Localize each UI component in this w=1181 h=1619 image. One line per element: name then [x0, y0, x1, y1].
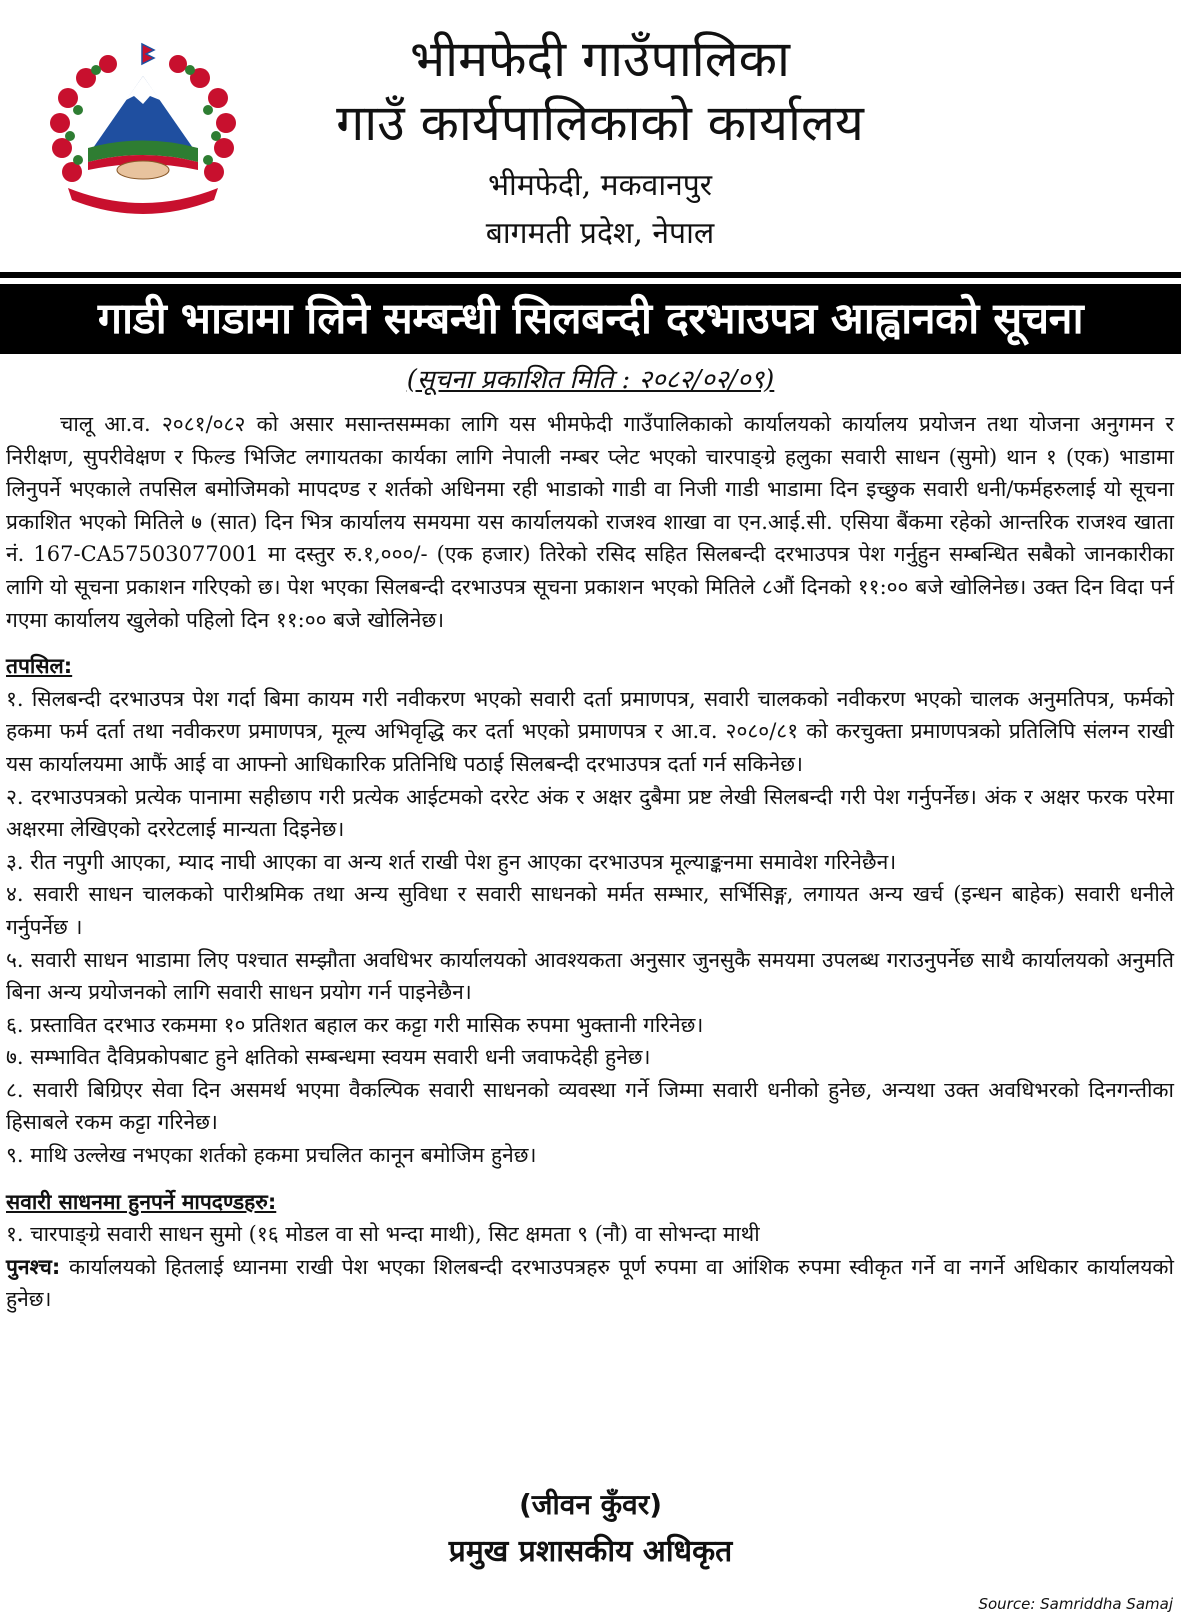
- criteria-heading: सवारी साधनमा हुनपर्ने मापदण्डहरु:: [6, 1189, 277, 1214]
- tapsil-item-5: ५. सवारी साधन भाडामा लिए पश्चात सम्झौता अवधिभर कार्यालयको आवश्यकता अनुसार जुनसुकै समयमा उपलब्ध गराउनुपर्नेछ साथै कार्यालयको अनुमति बिना अन्य प्रयोजनको लागि सवारी साधन प्रयोग गर्न पाइनेछैन।: [6, 947, 1174, 1005]
- tapsil-item-7: ७. सम्भावित दैविप्रकोपबाट हुने क्षतिको सम्बन्धमा स्वयम सवारी धनी जवाफदेही हुनेछ।: [6, 1045, 651, 1070]
- publish-date-text: (सूचना प्रकाशित मिति : २०८२/०२/०९): [406, 365, 775, 395]
- municipality-name: भीमफेदी गाउँपालिका: [410, 30, 790, 88]
- publish-date: [0, 362, 1181, 398]
- tapsil-item-8: ८. सवारी बिग्रिएर सेवा दिन असमर्थ भएमा वैकल्पिक सवारी साधनको व्यवस्था गर्ने जिम्मा सवारी धनीको हुनेछ, अन्यथा उक्त अवधिभरको दिनगन्तीका हिसाबले रकम कट्टा गरिनेछ।: [6, 1077, 1174, 1135]
- tapsil-item-1: १. सिलबन्दी दरभाउपत्र पेश गर्दा बिमा कायम गरी नवीकरण भएको सवारी दर्ता प्रमाणपत्र, सवारी चालकको नवीकरण भएको चालक अनुमतिपत्र, फर्मको हकमा फर्म दर्ता तथा नवीकरण प्रमाणपत्र, मूल्य अभिवृद्धि कर दर्ता भएको प्रमाणपत्र र आ.व. २०८०/८१ को करचुक्ता प्रमाणपत्रको प्रतिलिपि संलग्न राखी यस कार्यालयमा आफैं आई वा आफ्नो आधिकारिक प्रतिनिधि पठाई सिलबन्दी दरभाउपत्र दर्ता गर्न सकिनेछ।: [6, 686, 1174, 776]
- office-name: गाउँ कार्यपालिकाको कार्यालय: [336, 94, 864, 152]
- nepal-emblem-logo: [38, 38, 248, 218]
- postscript-text: कार्यालयको हितलाई ध्यानमा राखी पेश भएका शिलबन्दी दरभाउपत्रहरु पूर्ण रुपमा वा आंशिक रुपमा स्वीकृत गर्ने वा नगर्ने अधिकार कार्यालयको हुनेछ।: [6, 1254, 1174, 1312]
- tapsil-item-4: ४. सवारी साधन चालकको पारीश्रमिक तथा अन्य सुविधा र सवारी साधनको मर्मत सम्भार, सर्भिसिङ्ग, लगायत अन्य खर्च (इन्धन बाहेक) सवारी धनीले गर्नुपर्नेछ ।: [6, 882, 1174, 939]
- intro-paragraph: चालू आ.व. २०८१/०८२ को असार मसान्तसम्मका लागि यस भीमफेदी गाउँपालिकाको कार्यालयको कार्यालय प्रयोजन तथा योजना अनुगमन र निरीक्षण, सुपरीवेक्षण र फिल्ड भिजिट लगायतका कार्यका लागि नेपाली नम्बर प्लेट भएको चारपाङ्ग्रे हलुका सवारी साधन (सुमो) थान १ (एक) भाडामा लिनुपर्ने भएकाले तपसिल बमोजिमको मापदण्ड र शर्तको अधिनमा रही भाडाको गाडी वा निजी गाडी भाडामा दिन इच्छुक सवारी धनी/फर्महरुलाई यो सूचना प्रकाशित भएको मितिले ७ (सात) दिन भित्र कार्यालय समयमा यस कार्यालयको राजश्व शाखा वा एन.आई.सी. एसिया बैंकमा रहेको आन्तरिक राजश्व खाता नं. 167-CA57503077001 मा दस्तुर रु.१,०००/- (एक हजार) तिरेको रसिद सहित सिलबन्दी दरभाउपत्र पेश गर्नुहुन सम्बन्धित सबैको जानकारीका लागि यो सूचना प्रकाशन गरिएको छ। पेश भएका सिलबन्दी दरभाउपत्र सूचना प्रकाशन भएको मितिले ८औं दिनको ११:०० बजे खोलिनेछ। उक्त दिन विदा पर्न गएमा कार्यालय खुलेको पहिलो दिन ११:०० बजे खोलिनेछ।: [6, 412, 1174, 632]
- tapsil-item-9: ९. माथि उल्लेख नभएका शर्तको हकमा प्रचलित कानून बमोजिम हुनेछ।: [6, 1143, 537, 1168]
- postscript: [6, 1251, 1174, 1316]
- postscript-label: पुनश्च:: [6, 1254, 61, 1279]
- criteria-item-1: १. चारपाङ्ग्रे सवारी साधन सुमो (१६ मोडल वा सो भन्दा माथी), सिट क्षमता ९ (नौ) वा सोभन्दा माथी: [6, 1222, 760, 1247]
- tapsil-item-6: ६. प्रस्तावित दरभाउ रकममा १० प्रतिशत बहाल कर कट्टा गरी मासिक रुपमा भुक्तानी गरिनेछ।: [6, 1012, 704, 1037]
- signatory-name: (जीवन कुँवर): [518, 1488, 662, 1521]
- tapsil-heading: तपसिल:: [6, 654, 73, 679]
- notice-body: [6, 408, 1174, 1316]
- office-address: भीमफेदी, मकवानपुर: [487, 168, 713, 203]
- tapsil-item-2: २. दरभाउपत्रको प्रत्येक पानामा सहीछाप गरी प्रत्येक आईटमको दररेट अंक र अक्षर दुबैमा प्रष्ट लेखी सिलबन्दी गरी पेश गर्नुपर्नेछ। अंक र अक्षर फरक परेमा अक्षरमा लेखिएको दररेटलाई मान्यता दिइनेछ।: [6, 784, 1174, 842]
- header-divider: [0, 272, 1181, 278]
- source-credit: Source: Samriddha Samaj: [978, 1595, 1173, 1613]
- signatory-designation: प्रमुख प्रशासकीय अधिकृत: [448, 1534, 733, 1569]
- notice-title: गाडी भाडामा लिने सम्बन्धी सिलबन्दी दरभाउपत्र आह्वानको सूचना: [0, 284, 1181, 354]
- province-country: बागमती प्रदेश, नेपाल: [485, 216, 715, 251]
- tapsil-item-3: ३. रीत नपुगी आएका, म्याद नाघी आएका वा अन्य शर्त राखी पेश हुन आएका दरभाउपत्र मूल्याङ्कनमा समावेश गरिनेछैन।: [6, 849, 897, 874]
